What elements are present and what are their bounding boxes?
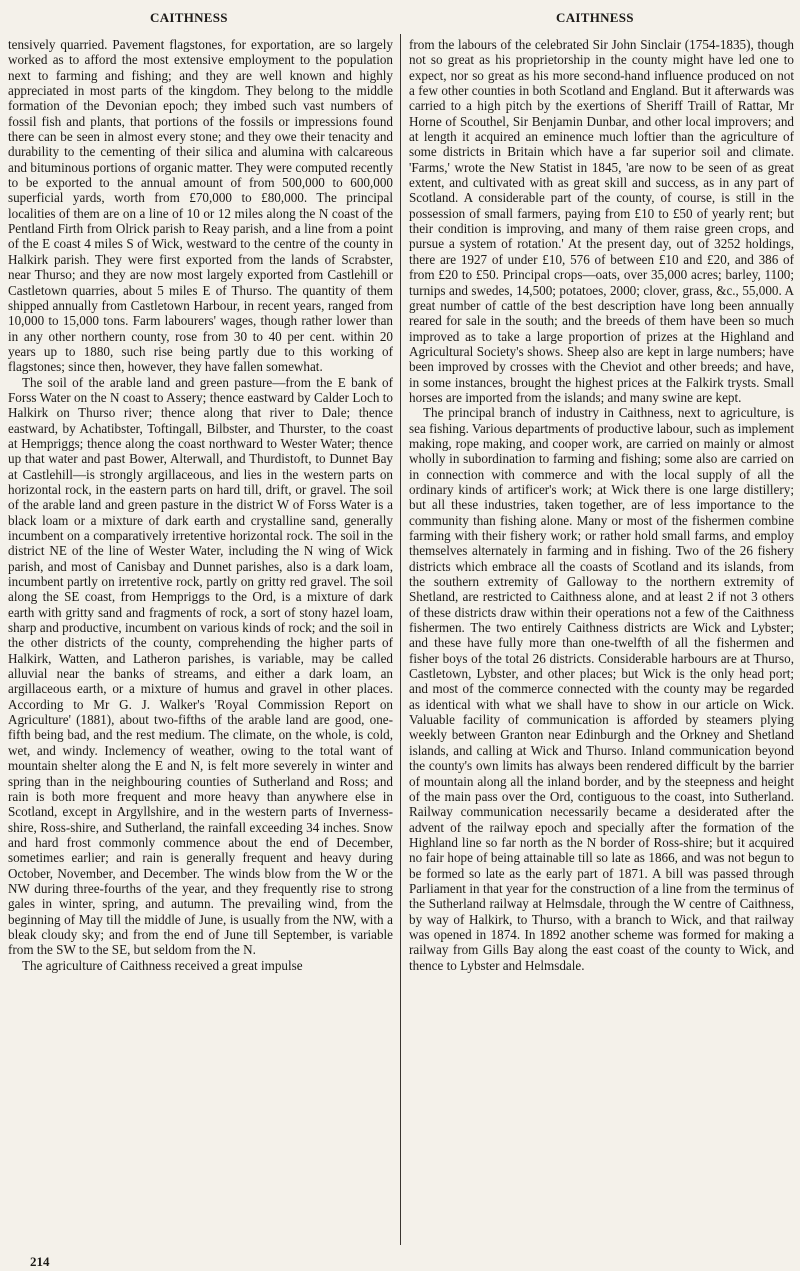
paragraph: from the labours of the celebrated Sir John Sinclair (1754-1835), though not so great as his proprietorship in the county might have led one to expect, nor so great as his more second-hand influence produced on not a few other counties in both Scotland and England. But it afterwards was carried to a high pitch by the exertions of Sheriff Traill of Rattar, Mr Horne of Scouthel, Sir Benjamin Dunbar, and other local improvers; and at length it acquired an eminence much loftier than the agriculture of some districts in Britain which have a far superior soil and climate. 'Farms,' wrote the New Statist in 1845, 'are now to be seen of as great extent, and cultivated with as great skill and success, as in any part of Scotland. A considerable part of the county, of course, is still in the possession of small farmers, paying from £10 to £50 of yearly rent; but their condition is improving, and many of them raise green crops, and pursue a system of rotation.' At the present day, out of 3252 holdings, there are 1927 of under £10, 576 of between £10 and £20, and 386 of from £20 to £50. Principal crops—oats, over 35,000 acres; barley, 1100; turnips and swedes, 14,500; potatoes, 2000; clover, grass, &c., 55,000. A great number of cattle of the best description have long been annually reared for sale in the south; and the breeds of them have been so much improved as to take a large proportion of prizes at the Highland and Agricultural Society's shows. Sheep also are kept in large numbers; have been improved by crosses with the Cheviot and other breeds; and have, in some instances, brought the highest prices at the Falkirk trysts. Small horses are imported from the islands; and many swine are kept. (409, 37, 794, 405)
paragraph: The agriculture of Caithness received a great impulse (22, 957, 303, 973)
right-column (409, 37, 794, 1247)
running-title-right: CAITHNESS (556, 10, 634, 25)
paragraph: tensively quarried. Pavement flagstones, for exportation, are so largely worked as to afford the most extensive employment to the population next to farming and fishing; and they are well known and highly appreciated in most parts of the kingdom. They belong to the middle formation of the Devonian epoch; they imbed such vast numbers of fossil fish and plants, that portions of the fossils or impressions found there can be seen in almost every stone; and they owe their tenacity and durability to the cementing of their silica and alumina with calcareous and bituminous portions of organic matter. They were computed recently to be exported to the annual amount of from 500,000 to 600,000 superficial yards, worth from £70,000 to £80,000. The principal localities of them are on a line of 10 or 12 miles along the N coast of the Pentland Firth from Olrick parish to Reay parish, and a line from a point of the E coast 4 miles S of Wick, westward to the centre of the county in Halkirk parish. They were first exported from the lands of Scrabster, near Thurso; and they are now most largely exported from Castlehill or Castletown quarries, about 5 miles E of Thurso. The quantity of them shipped annually from Castletown Harbour, in recent years, ranged from 10,000 to 15,000 tons. Farm labourers' wages, though rather lower than in any other northern county, rose from 30 to 40 per cent. within 20 years up to 1880, such rise being partly due to this working of flagstones; since then, however, they have fallen somewhat. (8, 37, 393, 375)
left-column (8, 37, 393, 1247)
column-divider (400, 34, 401, 1245)
paragraph: The soil of the arable land and green pasture—from the E bank of Forss Water on the N coast to Assery; thence eastward by Calder Loch to Halkirk on Thurso river; thence along that river to Dale; thence eastward, by Achatibster, Toftingall, Bilbster, and Thurster, to the coast at Hempriggs; thence along the coast northward to Wester Water; thence up that water and past Bower, Alterwall, and Thurdistoft, to Dunnet Bay at Castlehill—is strongly argillaceous, and lies in the western parts on horizontal rock, in the eastern parts on hard till, drift, or gravel. The soil of the arable land and green pasture in the district W of Forss Water is a black loam or a mixture of dark earth and crystalline sand, generally incumbent on a comparatively irretentive horizontal rock. The soil in the district NE of the line of Wester Water, including the N wing of Wick parish, and most of Canisbay and Dunnet parishes, also is a dark loam, incumbent partly on irretentive rock, partly on gritty red gravel. The soil along the SE coast, from Hempriggs to the Ord, is a mixture of dark earth with gritty sand and fragments of rock, a sort of stony hazel loam, sharp and productive, incumbent on various kinds of rock; and the soil in the other districts of the county, comprehending the higher parts of Halkirk, Watten, and Latheron parishes, is variable, may be called alluvial near the banks of streams, and either a dark loam, an argillaceous earth, or a mixture of humus and gravel in other places. According to Mr G. J. Walker's 'Royal Commission Report on Agriculture' (1881), about two-fifths of the arable land are good, one-fifth being bad, and the rest medium. The climate, on the whole, is cold, wet, and windy. Inclemency of weather, owing to the total want of mountain shelter along the E and N, is felt more severely in winter and spring than in the neighbouring counties of Sutherland and Ross; and rain is both more frequent and more heavy than anywhere else in Scotland, except in Argyllshire, and in the western parts of Inverness-shire, Ross-shire, and Sutherland, the rainfall exceeding 34 inches. Snow and hard frost commonly commence about the end of December, sometimes earlier; and rain is generally frequent and heavy during October, November, and December. The winds blow from the W or the NW during three-fourths of the year, and they frequently rise to strong gales in winter, spring, and autumn. The prevailing wind, from the beginning of May till the middle of June, is usually from the NW, with a bleak cloudy sky; and from the end of June till September, is variable from the SW to the SE, but seldom from the N. (8, 374, 393, 958)
paragraph: The principal branch of industry in Caithness, next to agriculture, is sea fishing. Various departments of productive labour, such as implement making, rope making, and cooper work, are carried on mainly or almost wholly in subordination to farming and fishing; some also are carried on in connection with commerce and with the local supply of all the ordinary kinds of artificer's work; at Wick there is one large distillery; but all these industries, taken together, are of less importance to the community than fishing alone. Many or most of the fishermen combine farming with their fishery work; or rather hold small farms, and employ themselves alternately in farming and in fishing. Two of the 26 fishery districts which embrace all the coasts of Scotland and its islands, from the southern extremity of Galloway to the northern extremity of Shetland, are restricted to Caithness alone, and at least 2 if not 3 others of these districts draw within their operations not a few of the Caithness fishermen. The two entirely Caithness districts are Wick and Lybster; and these have fully more than one-twelfth of all the fishermen and fisher boys of the total 26 districts. Considerable harbours are at Thurso, Castletown, Lybster, and other places; but Wick is the only head port; and most of the commerce connected with the county may be regarded as identical with what we shall have to show in our article on Wick. Valuable facility of communication is afforded by steamers plying weekly between Granton near Edinburgh and the Orkney and Shetland islands, and calling at Wick and Thurso. Inland communication beyond the county's own limits has always been rendered difficult by the barrier of mountain along all the inland border, and by the steepness and height of the main pass over the Ord, contiguous to the coast, into Sutherland. Railway communication necessarily became a desiderated after the advent of the railway epoch and specially after the formation of the Highland line so far north as the N border of Ross-shire; but it acquired no fair hope of being attainable till so late as 1866, and was not begun to be formed so late as the early part of 1871. A bill was passed through Parliament in that year for the construction of a line from the terminus of the Sutherland railway at Helmsdale, through the W centre of Caithness, by way of Halkirk, to Thurso, with a branch to Wick, and that railway was opened in 1874. In 1892 another scheme was formed for making a railway from Gills Bay along the east coast of the county to Wick, and thence to Lybster and Helmsdale. (409, 405, 794, 973)
page-number: 214 (30, 1254, 50, 1269)
running-header (0, 10, 800, 30)
running-title-left: CAITHNESS (150, 10, 228, 25)
